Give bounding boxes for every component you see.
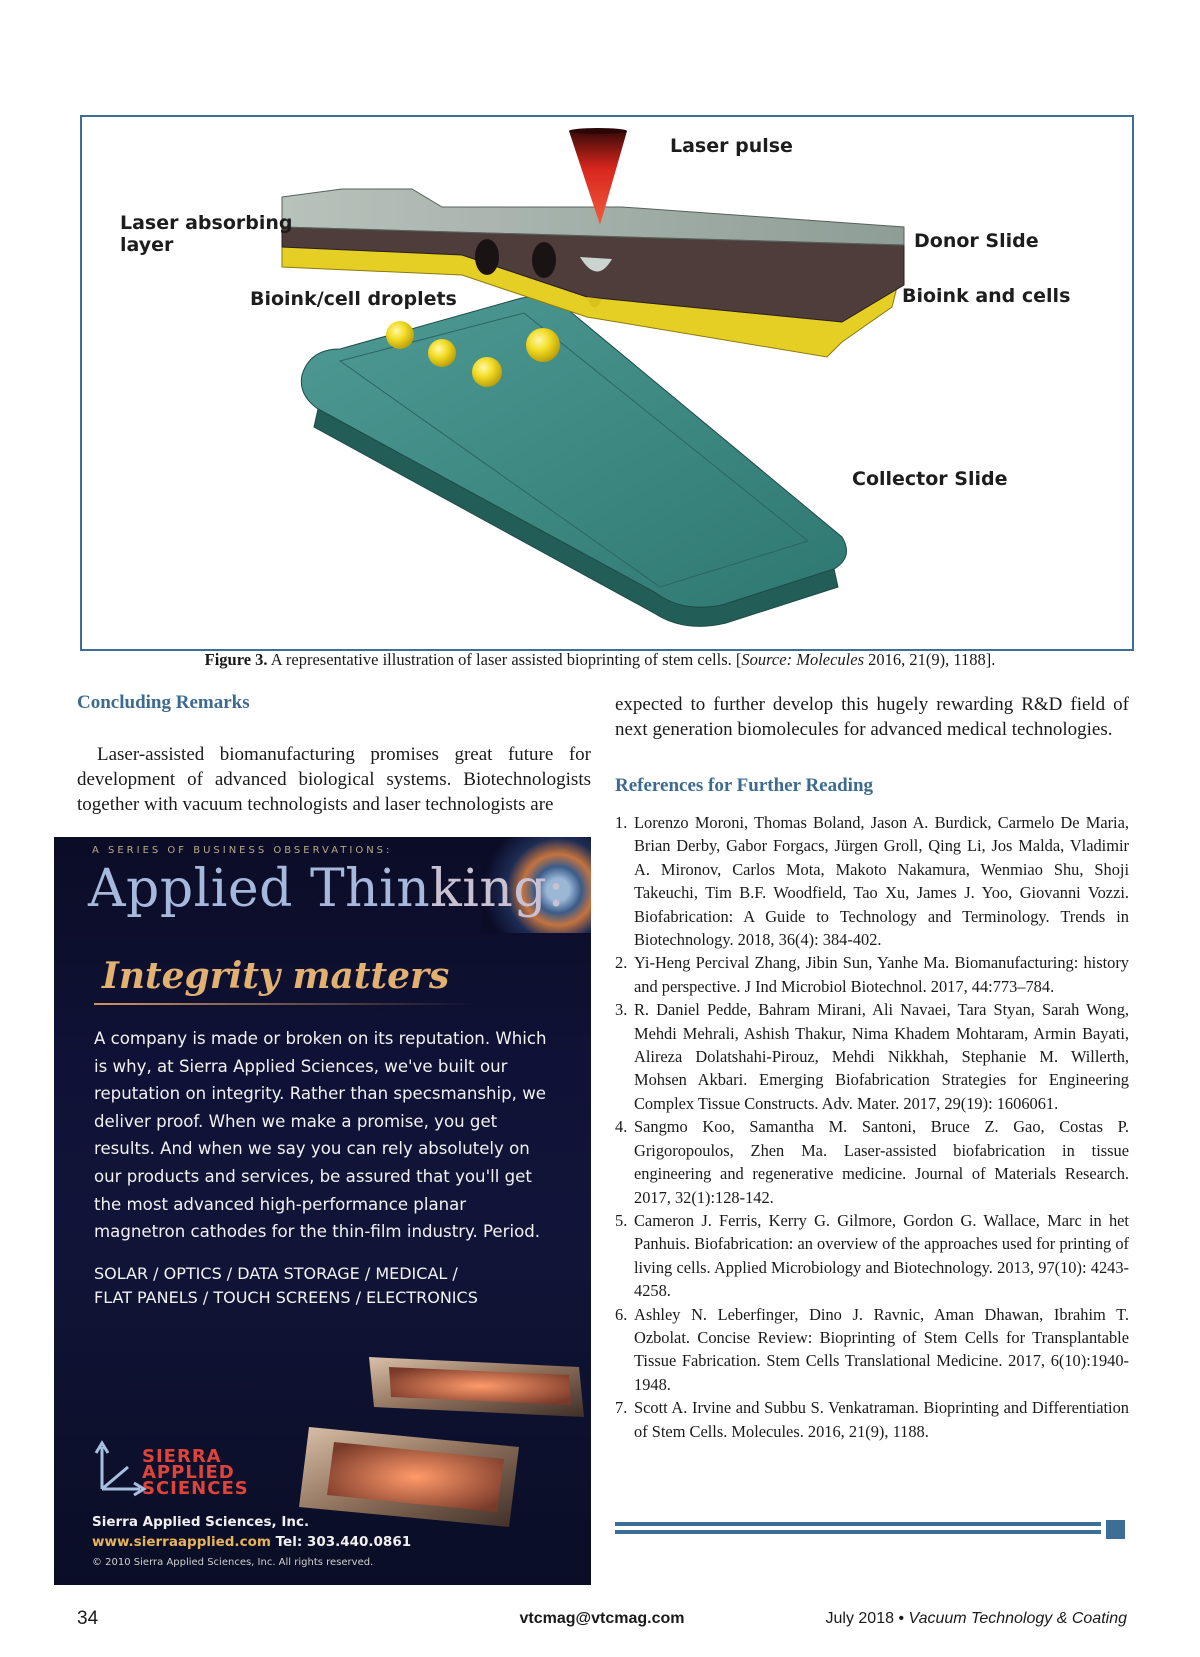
laser-bioprinting-diagram	[82, 117, 1132, 649]
end-of-article-rule	[615, 1520, 1125, 1540]
footer-publication: Vacuum Technology & Coating	[908, 1610, 1127, 1627]
ad-series-label: A SERIES OF BUSINESS OBSERVATIONS:	[92, 845, 393, 856]
ad-website-link[interactable]: www.sierraapplied.com	[92, 1534, 271, 1550]
reference-text: Lorenzo Moroni, Thomas Boland, Jason A. Burdick, Carmelo De Maria, Brian Derby, Gabor Forgacs, Jürgen Groll, Qing Li, Jos Malda, Vladimir A. Mironov, Carlos Mota, Makoto Nakamura, Wenmiao Shu, Shoji Takeuchi, Tim B.F. Woodfield, Tao Xu, James J. Yoo, Giovanni Vozzi. Biofabrication: A Guide to Technology and Terminology. Trends in Biotechnology. 2018, 36(4): 384-402.	[634, 813, 1129, 950]
figure-caption	[0, 650, 1200, 670]
reference-number: 6.	[615, 1304, 628, 1324]
reference-text: Scott A. Irvine and Subbu S. Venkatraman. Bioprinting and Differentiation of Stem Cells. Molecules. 2016, 21(9), 1188.	[634, 1398, 1129, 1441]
reference-item	[615, 998, 1129, 1115]
reference-number: 5.	[615, 1210, 628, 1230]
ad-body-text: A company is made or broken on its reputation. Which is why, at Sierra Applied Sciences, we've built our reputation on integrity. Rather than specsmanship, we deliver proof. When we make a promise, you get results. And when we say you can rely absolutely on our products and services, be assured that you'll get the most advanced high-performance planar magnetron cathodes for the thin-film industry. Period.	[94, 1029, 547, 1242]
rule-line	[615, 1530, 1101, 1534]
end-mark-icon	[1106, 1520, 1125, 1539]
reference-number: 4.	[615, 1117, 628, 1137]
right-column	[615, 692, 1129, 1443]
ad-phone: Tel: 303.440.0861	[270, 1534, 412, 1550]
reference-number: 2.	[615, 953, 628, 973]
rule-line	[615, 1522, 1101, 1526]
caption-label: Figure 3.	[204, 650, 268, 669]
footer-email-link[interactable]: vtcmag@vtcmag.com	[519, 1610, 685, 1627]
label-collector-slide: Collector Slide	[852, 468, 1008, 490]
label-bioink-droplets: Bioink/cell droplets	[250, 288, 457, 310]
sierra-logo-text	[142, 1446, 249, 1499]
ad-divider	[94, 1003, 474, 1005]
droplet-2	[428, 339, 456, 367]
page-footer	[77, 1608, 1127, 1632]
footer-date: July 2018 •	[825, 1610, 909, 1627]
footer-issue	[826, 1610, 1128, 1628]
reference-number: 3.	[615, 1000, 628, 1020]
page-number: 34	[77, 1608, 99, 1629]
label-laser-pulse: Laser pulse	[670, 135, 793, 157]
concluding-paragraph: Laser-assisted biomanufacturing promises great future for development of advanced biological systems. Biotechnologists together with vacuum technologists and laser technologists are	[77, 744, 591, 815]
ad-title-part-1: Applied Thin	[88, 859, 431, 919]
ad-company-name: Sierra Applied Sciences, Inc.	[92, 1514, 310, 1530]
logo-line-3: SCIENCES	[142, 1478, 249, 1499]
references-heading: References for Further Reading	[615, 775, 874, 796]
reference-item	[615, 1115, 1129, 1209]
ad-title	[88, 859, 565, 919]
label-layer: layer	[120, 234, 174, 256]
label-laser-absorbing: Laser absorbing	[120, 212, 293, 234]
reference-text: Sangmo Koo, Samantha M. Santoni, Bruce Z. Gao, Costas P. Grigoropoulos, Zhen Ma. Laser-assisted biofabrication in tissue engineering and regenerative medicine. Journal of Materials Research. 2017, 32(1):128-142.	[634, 1117, 1129, 1207]
caption-text: A representative illustration of laser assisted bioprinting of stem cells. [	[267, 650, 742, 669]
caption-source: Source: Molecules	[741, 650, 865, 669]
concluding-remarks-heading: Concluding Remarks	[77, 692, 250, 713]
references-list	[615, 811, 1129, 1443]
ad-markets-line-2: FLAT PANELS / TOUCH SCREENS / ELECTRONICS	[94, 1288, 478, 1307]
ad-title-part-2: king:	[430, 859, 566, 919]
figure-3-illustration	[80, 115, 1134, 651]
ad-subhead: Integrity matters	[102, 955, 450, 997]
droplet-1	[386, 321, 414, 349]
reference-text: Yi-Heng Percival Zhang, Jibin Sun, Yanhe Ma. Biomanufacturing: history and perspective. J Ind Microbiol Biotechnol. 2017, 44:773–784.	[634, 953, 1129, 996]
reference-text: Cameron J. Ferris, Kerry G. Gilmore, Gordon G. Wallace, Marc in het Panhuis. Biofabrication: an overview of the approaches used for printing of living cells. Applied Microbiology and Biotechnology. 2013, 97(10): 4243-4258.	[634, 1210, 1129, 1301]
caption-source-ref: 2016, 21(9), 1188].	[864, 650, 996, 669]
reference-item	[615, 1209, 1129, 1303]
ad-markets-line-1: SOLAR / OPTICS / DATA STORAGE / MEDICAL /	[94, 1264, 458, 1283]
left-column	[77, 692, 591, 817]
ad-markets	[94, 1262, 564, 1310]
concluding-continuation: expected to further develop this hugely rewarding R&D field of next generation biomolecules for advanced medical technologies.	[615, 694, 1129, 740]
ad-contact	[92, 1534, 411, 1550]
reference-text: R. Daniel Pedde, Bahram Mirani, Ali Navaei, Tara Styan, Sarah Wong, Mehdi Mehrali, Ashish Thakur, Nima Khadem Mohtaram, Armin Bayati, Alireza Dolatshahi-Pirouz, Mehdi Nikkhah, Stephanie M. Willerth, Mohsen Akbari. Emerging Biofabrication Strategies for Engineering Complex Tissue Constructs. Adv. Mater. 2017, 29(19): 1606061.	[634, 1000, 1129, 1113]
label-donor-slide: Donor Slide	[914, 230, 1039, 252]
droplet-4	[526, 328, 560, 362]
reference-number: 7.	[615, 1398, 628, 1418]
reference-item	[615, 951, 1129, 998]
ad-copyright: © 2010 Sierra Applied Sciences, Inc. All rights reserved.	[92, 1557, 374, 1568]
logo-line-1: SIERRA	[142, 1446, 222, 1467]
label-bioink-cells: Bioink and cells	[902, 285, 1071, 307]
droplet-3	[472, 357, 502, 387]
logo-line-2: APPLIED	[142, 1462, 235, 1483]
reference-number: 1.	[615, 813, 628, 832]
reference-item	[615, 1396, 1129, 1443]
sierra-advertisement[interactable]	[54, 837, 591, 1585]
reference-item	[615, 811, 1129, 951]
reference-text: Ashley N. Leberfinger, Dino J. Ravnic, Aman Dhawan, Ibrahim T. Ozbolat. Concise Review: Bioprinting of Stem Cells for Transplantable Tissue Fabrication. Stem Cells Translational Medicine. 2017, 6(10):1940-1948.	[634, 1304, 1129, 1394]
magnetron-cathode-image	[279, 1337, 591, 1552]
reference-item	[615, 1303, 1129, 1397]
